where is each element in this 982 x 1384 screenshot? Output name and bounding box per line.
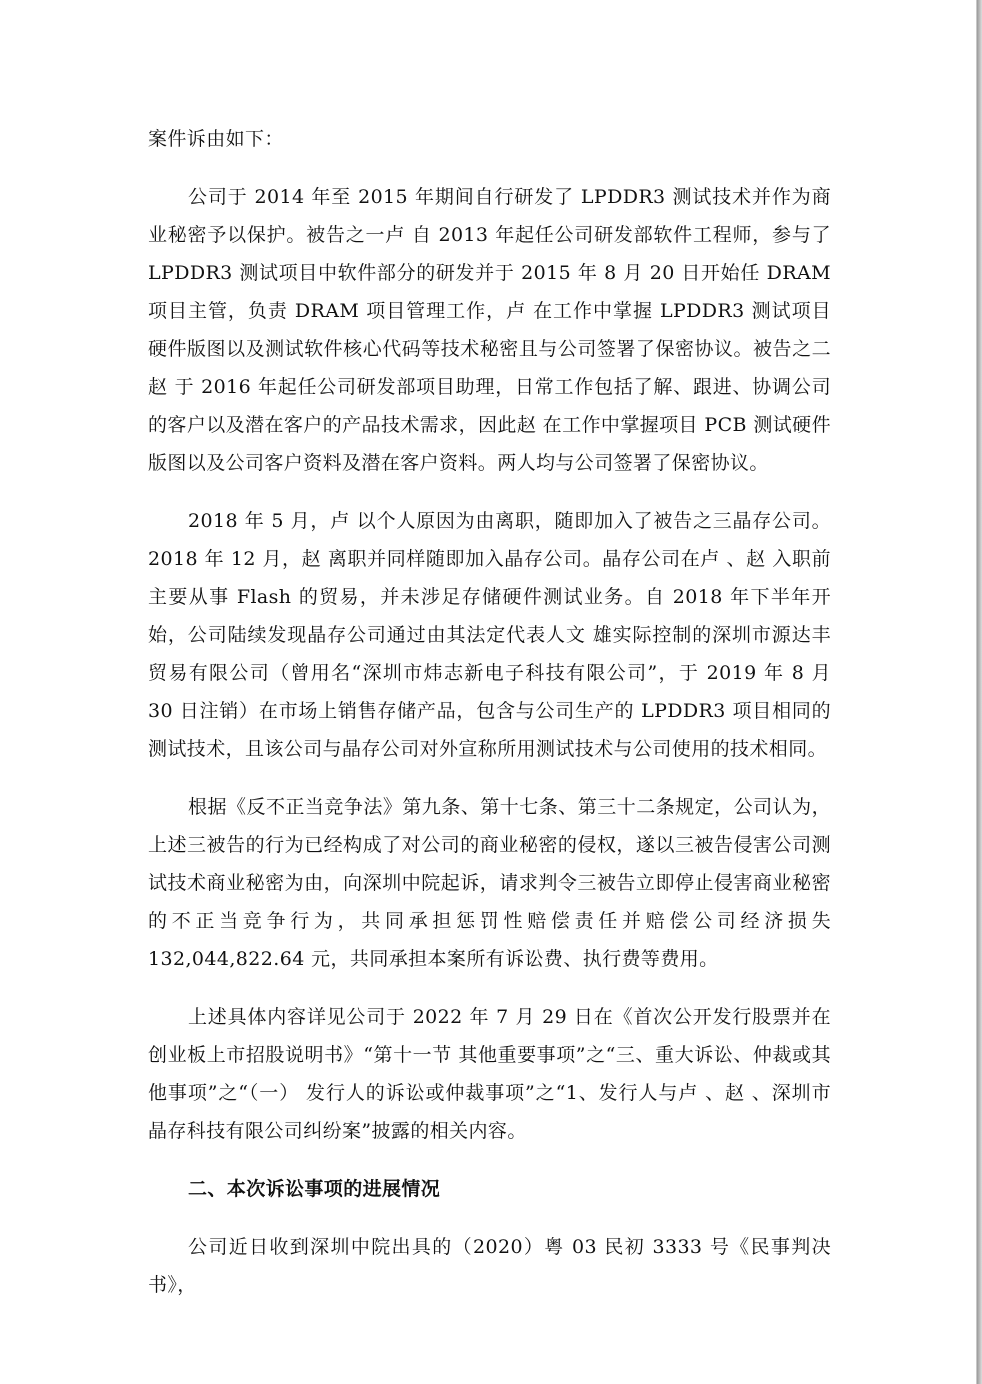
- paragraph-disclosure-reference: 上述具体内容详见公司于 2022 年 7 月 29 日在《首次公开发行股票并在创业板上市招股说明书》“第十一节 其他重要事项”之“三、重大诉讼、仲裁或其他事项”之“（一） 发行人的诉讼或仲裁事项”之“1、发行人与卢 、赵 、深圳市晶存科技有限公司纠纷案”披露的相关内容。: [148, 1006, 831, 1142]
- section-heading: 二、本次诉讼事项的进展情况: [188, 1178, 441, 1200]
- intro-line: 案件诉由如下：: [148, 128, 284, 150]
- paragraph-claims: 根据《反不正当竞争法》第九条、第十七条、第三十二条规定，公司认为，上述三被告的行为已经构成了对公司的商业秘密的侵权，遂以三被告侵害公司测试技术商业秘密为由，向深圳中院起诉，请求判令三被告立即停止侵害商业秘密的不正当竞争行为，共同承担惩罚性赔偿责任并赔偿公司经济损失 132,044,822.64 元，共同承担本案所有诉讼费、执行费等费用。: [148, 796, 831, 970]
- document-body: [148, 120, 831, 1324]
- paragraph-progress: 公司近日收到深圳中院出具的（2020）粤 03 民初 3333 号《民事判决书》，: [148, 1236, 831, 1296]
- page-edge-shadow: [977, 0, 982, 1384]
- paragraph-background: 公司于 2014 年至 2015 年期间自行研发了 LPDDR3 测试技术并作为商业秘密予以保护。被告之一卢 自 2013 年起任公司研发部软件工程师，参与了 LPDDR3 测试项目中软件部分的研发并于 2015 年 8 月 20 日开始任 DRAM 项目主管，负责 DRAM 项目管理工作，卢 在工作中掌握 LPDDR3 测试项目硬件版图以及测试软件核心代码等技术秘密且与公司签署了保密协议。被告之二赵 于 2016 年起任公司研发部项目助理，日常工作包括了解、跟进、协调公司的客户以及潜在客户的产品技术需求，因此赵 在工作中掌握项目 PCB 测试硬件版图以及公司客户资料及潜在客户资料。两人均与公司签署了保密协议。: [148, 186, 831, 474]
- paragraph-resignation: 2018 年 5 月，卢 以个人原因为由离职，随即加入了被告之三晶存公司。2018 年 12 月，赵 离职并同样随即加入晶存公司。晶存公司在卢 、赵 入职前主要从事 Flash 的贸易，并未涉足存储硬件测试业务。自 2018 年下半年开始，公司陆续发现晶存公司通过由其法定代表人文 雄实际控制的深圳市源达丰贸易有限公司（曾用名“深圳市炜志新电子科技有限公司”，于 2019 年 8 月 30 日注销）在市场上销售存储产品，包含与公司生产的 LPDDR3 项目相同的测试技术，且该公司与晶存公司对外宣称所用测试技术与公司使用的技术相同。: [148, 510, 831, 760]
